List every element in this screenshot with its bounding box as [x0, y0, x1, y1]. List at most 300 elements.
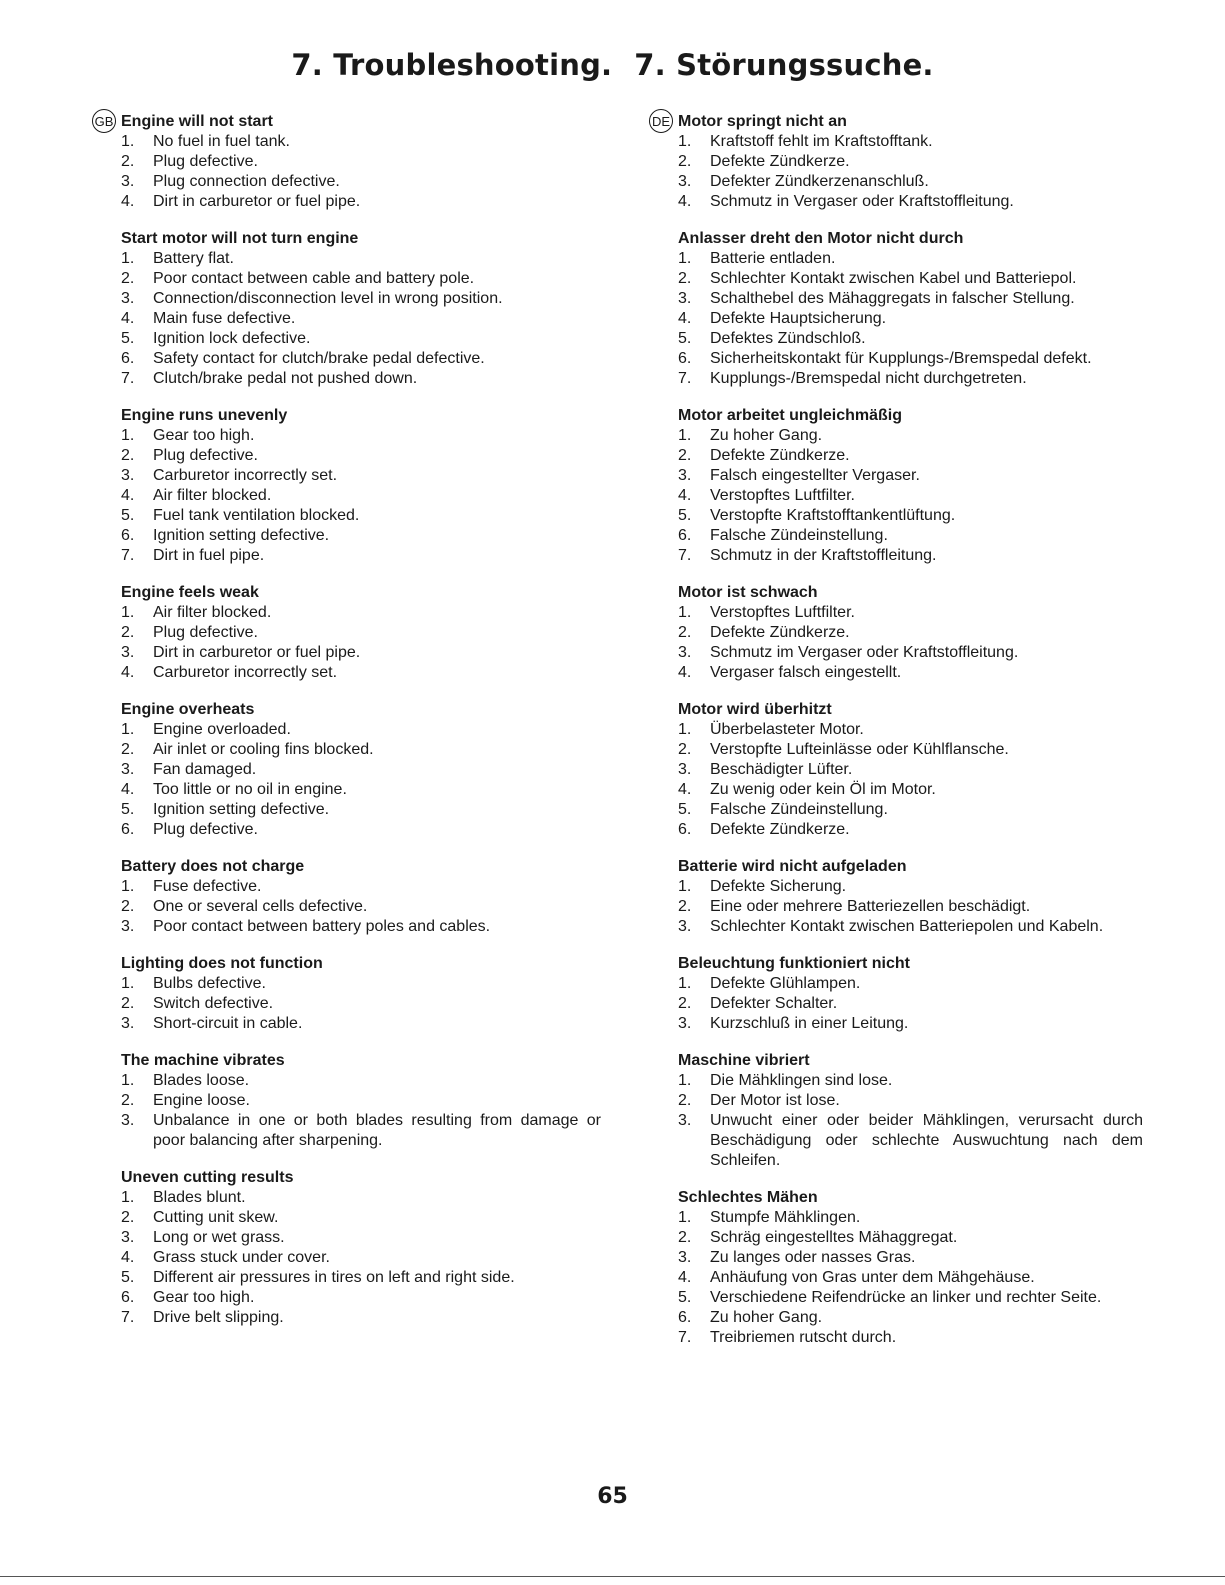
cause-item	[121, 994, 601, 1014]
cause-item	[121, 643, 601, 663]
item-number: 7.	[678, 1329, 692, 1346]
item-number: 1.	[678, 1072, 692, 1089]
title-german: 7. Störungssuche.	[634, 48, 934, 82]
cause-item	[678, 152, 1143, 172]
cause-item	[678, 663, 1143, 683]
section-heading	[121, 1168, 601, 1188]
cause-item	[678, 446, 1143, 466]
item-text: Schmutz in Vergaser oder Kraftstoffleitung.	[710, 193, 1014, 210]
troubleshooting-section	[121, 406, 601, 566]
item-text: Defekter Zündkerzenanschluß.	[710, 173, 929, 190]
section-heading-text: Motor springt nicht an	[678, 113, 847, 130]
item-number: 1.	[678, 133, 692, 150]
troubleshooting-section	[678, 857, 1143, 937]
cause-item	[121, 877, 601, 897]
item-text: Defekte Glühlampen.	[710, 975, 861, 992]
item-text: Ignition setting defective.	[153, 801, 330, 818]
cause-list	[678, 132, 1143, 212]
troubleshooting-section	[121, 1168, 601, 1328]
item-number: 7.	[121, 1309, 135, 1326]
item-number: 2.	[678, 270, 692, 287]
item-number: 6.	[678, 1309, 692, 1326]
item-text: Verstopftes Luftfilter.	[710, 604, 855, 621]
item-text: Safety contact for clutch/brake pedal defective.	[153, 350, 485, 367]
item-text: Sicherheitskontakt für Kupplungs-/Bremspedal defekt.	[710, 350, 1092, 367]
cause-item	[678, 720, 1143, 740]
cause-item	[121, 1188, 601, 1208]
item-text: Verschiedene Reifendrücke an linker und rechter Seite.	[710, 1289, 1102, 1306]
item-text: Verstopfte Lufteinlässe oder Kühlflansche.	[710, 741, 1009, 758]
cause-item	[678, 740, 1143, 760]
cause-item	[678, 192, 1143, 212]
cause-item	[121, 249, 601, 269]
section-heading	[121, 229, 601, 249]
cause-list	[678, 249, 1143, 389]
item-number: 7.	[121, 547, 135, 564]
item-number: 2.	[121, 624, 135, 641]
item-text: Defekte Zündkerze.	[710, 624, 850, 641]
item-text: Defekte Zündkerze.	[710, 447, 850, 464]
section-heading-text: Schlechtes Mähen	[678, 1189, 818, 1206]
cause-item	[678, 917, 1143, 937]
cause-list	[121, 603, 601, 683]
section-heading-text: Engine will not start	[121, 113, 274, 130]
page-title	[0, 48, 1225, 82]
section-heading	[651, 112, 1143, 132]
item-number: 1.	[121, 1072, 135, 1089]
item-text: Cutting unit skew.	[153, 1209, 279, 1226]
item-text: Carburetor incorrectly set.	[153, 664, 338, 681]
section-heading	[121, 700, 601, 720]
item-text: Long or wet grass.	[153, 1229, 285, 1246]
item-text: Falsche Zündeinstellung.	[710, 527, 888, 544]
cause-item	[121, 1111, 601, 1151]
item-number: 1.	[121, 250, 135, 267]
cause-item	[678, 643, 1143, 663]
item-number: 1.	[121, 604, 135, 621]
cause-item	[678, 1014, 1143, 1034]
item-number: 2.	[121, 898, 135, 915]
cause-item	[678, 1111, 1143, 1171]
cause-item	[678, 780, 1143, 800]
item-text: Connection/disconnection level in wrong position.	[153, 290, 503, 307]
cause-item	[121, 349, 601, 369]
cause-item	[678, 1248, 1143, 1268]
item-number: 2.	[121, 1209, 135, 1226]
cause-list	[678, 720, 1143, 840]
item-text: Zu hoher Gang.	[710, 427, 823, 444]
item-number: 1.	[678, 250, 692, 267]
cause-item	[121, 663, 601, 683]
cause-item	[121, 426, 601, 446]
section-heading-text: The machine vibrates	[121, 1052, 285, 1069]
item-number: 6.	[678, 350, 692, 367]
item-text: Verstopftes Luftfilter.	[710, 487, 855, 504]
item-number: 4.	[121, 664, 135, 681]
section-heading	[678, 1051, 1143, 1071]
item-number: 2.	[678, 898, 692, 915]
item-number: 3.	[121, 290, 135, 307]
cause-list	[678, 974, 1143, 1034]
cause-item	[121, 369, 601, 389]
item-number: 2.	[121, 270, 135, 287]
item-number: 4.	[121, 781, 135, 798]
item-text: Fuel tank ventilation blocked.	[153, 507, 360, 524]
item-number: 4.	[121, 310, 135, 327]
cause-item	[121, 974, 601, 994]
troubleshooting-section	[678, 700, 1143, 840]
item-number: 4.	[678, 310, 692, 327]
section-heading	[678, 1188, 1143, 1208]
cause-item	[121, 526, 601, 546]
section-heading	[121, 1051, 601, 1071]
cause-list	[121, 426, 601, 566]
cause-item	[678, 369, 1143, 389]
cause-item	[121, 1288, 601, 1308]
item-text: Kurzschluß in einer Leitung.	[710, 1015, 909, 1032]
item-text: Treibriemen rutscht durch.	[710, 1329, 897, 1346]
cause-item	[121, 1071, 601, 1091]
item-text: Batterie entladen.	[710, 250, 836, 267]
item-number: 3.	[121, 644, 135, 661]
section-heading	[678, 857, 1143, 877]
item-text: Defekte Zündkerze.	[710, 153, 850, 170]
cause-item	[121, 546, 601, 566]
section-heading	[121, 406, 601, 426]
section-heading-text: Engine runs unevenly	[121, 407, 288, 424]
page-number: 65	[597, 1484, 628, 1509]
troubleshooting-section	[651, 112, 1143, 212]
item-text: Too little or no oil in engine.	[153, 781, 347, 798]
cause-item	[678, 1228, 1143, 1248]
cause-item	[678, 466, 1143, 486]
cause-item	[121, 1228, 601, 1248]
item-number: 5.	[121, 330, 135, 347]
troubleshooting-section	[678, 583, 1143, 683]
troubleshooting-section	[678, 954, 1143, 1034]
item-number: 2.	[121, 741, 135, 758]
item-text: Falsch eingestellter Vergaser.	[710, 467, 920, 484]
item-number: 4.	[678, 781, 692, 798]
item-text: Short-circuit in cable.	[153, 1015, 303, 1032]
cause-list	[121, 1188, 601, 1328]
troubleshooting-section	[121, 583, 601, 683]
item-number: 5.	[121, 801, 135, 818]
cause-item	[121, 1308, 601, 1328]
cause-item	[121, 1268, 601, 1288]
item-text: Kraftstoff fehlt im Kraftstofftank.	[710, 133, 933, 150]
cause-item	[121, 623, 601, 643]
section-heading	[678, 954, 1143, 974]
cause-item	[678, 1288, 1143, 1308]
cause-item	[121, 720, 601, 740]
cause-item	[678, 349, 1143, 369]
item-number: 3.	[121, 918, 135, 935]
item-text: Zu langes oder nasses Gras.	[710, 1249, 916, 1266]
item-text: Schräg eingestelltes Mähaggregat.	[710, 1229, 958, 1246]
item-text: Kupplungs-/Bremspedal nicht durchgetreten.	[710, 370, 1027, 387]
item-number: 3.	[121, 1015, 135, 1032]
item-number: 6.	[121, 1289, 135, 1306]
cause-item	[121, 740, 601, 760]
item-text: Switch defective.	[153, 995, 274, 1012]
item-number: 1.	[678, 721, 692, 738]
section-heading	[121, 857, 601, 877]
cause-item	[121, 897, 601, 917]
item-number: 2.	[678, 1092, 692, 1109]
cause-item	[121, 917, 601, 937]
item-text: Defekte Sicherung.	[710, 878, 847, 895]
item-number: 1.	[678, 427, 692, 444]
item-number: 3.	[678, 1112, 692, 1129]
item-number: 2.	[121, 1092, 135, 1109]
cause-list	[121, 132, 601, 212]
item-number: 2.	[678, 1229, 692, 1246]
cause-item	[678, 526, 1143, 546]
cause-item	[121, 446, 601, 466]
cause-item	[678, 546, 1143, 566]
troubleshooting-section	[678, 229, 1143, 389]
cause-list	[121, 249, 601, 389]
cause-item	[678, 1071, 1143, 1091]
item-text: Fan damaged.	[153, 761, 257, 778]
item-text: Poor contact between cable and battery pole.	[153, 270, 475, 287]
item-number: 3.	[678, 918, 692, 935]
section-heading-text: Batterie wird nicht aufgeladen	[678, 858, 907, 875]
item-text: Verstopfte Kraftstofftankentlüftung.	[710, 507, 956, 524]
cause-item	[121, 1091, 601, 1111]
section-heading	[678, 406, 1143, 426]
item-text: Zu hoher Gang.	[710, 1309, 823, 1326]
cause-item	[678, 1328, 1143, 1348]
item-text: Plug defective.	[153, 447, 258, 464]
item-number: 3.	[121, 1229, 135, 1246]
cause-item	[678, 309, 1143, 329]
cause-item	[678, 623, 1143, 643]
section-heading	[678, 700, 1143, 720]
item-number: 4.	[678, 1269, 692, 1286]
cause-item	[121, 172, 601, 192]
section-heading-text: Motor arbeitet ungleichmäßig	[678, 407, 903, 424]
cause-item	[678, 800, 1143, 820]
troubleshooting-section	[121, 229, 601, 389]
cause-item	[678, 426, 1143, 446]
cause-item	[678, 269, 1143, 289]
item-text: Vergaser falsch eingestellt.	[710, 664, 902, 681]
item-text: Schlechter Kontakt zwischen Kabel und Batteriepol.	[710, 270, 1077, 287]
item-text: Main fuse defective.	[153, 310, 296, 327]
item-number: 3.	[121, 761, 135, 778]
cause-item	[678, 1208, 1143, 1228]
cause-item	[121, 1014, 601, 1034]
item-text: Schalthebel des Mähaggregats in falscher Stellung.	[710, 290, 1075, 307]
cause-item	[121, 289, 601, 309]
cause-list	[121, 720, 601, 840]
section-heading-text: Motor ist schwach	[678, 584, 818, 601]
cause-item	[121, 1208, 601, 1228]
item-number: 3.	[121, 1112, 135, 1129]
item-text: Schmutz in der Kraftstoffleitung.	[710, 547, 937, 564]
item-number: 3.	[678, 290, 692, 307]
item-text: Defekte Zündkerze.	[710, 821, 850, 838]
troubleshooting-section	[121, 954, 601, 1034]
item-text: Der Motor ist lose.	[710, 1092, 840, 1109]
cause-item	[678, 897, 1143, 917]
cause-list	[678, 1071, 1143, 1171]
cause-item	[121, 309, 601, 329]
item-text: One or several cells defective.	[153, 898, 368, 915]
item-number: 6.	[121, 527, 135, 544]
item-number: 2.	[678, 624, 692, 641]
item-text: Grass stuck under cover.	[153, 1249, 330, 1266]
section-heading	[94, 112, 601, 132]
cause-item	[678, 289, 1143, 309]
item-number: 1.	[678, 975, 692, 992]
cause-item	[678, 172, 1143, 192]
section-heading-text: Motor wird überhitzt	[678, 701, 832, 718]
item-text: Fuse defective.	[153, 878, 262, 895]
cause-item	[121, 780, 601, 800]
cause-item	[678, 1308, 1143, 1328]
section-heading	[121, 583, 601, 603]
cause-item	[678, 974, 1143, 994]
item-text: Plug connection defective.	[153, 173, 340, 190]
item-number: 2.	[678, 447, 692, 464]
cause-item	[121, 800, 601, 820]
cause-item	[121, 506, 601, 526]
cause-item	[121, 192, 601, 212]
item-text: Blades blunt.	[153, 1189, 246, 1206]
item-text: Air inlet or cooling fins blocked.	[153, 741, 374, 758]
item-text: Ignition lock defective.	[153, 330, 311, 347]
item-text: Different air pressures in tires on left and right side.	[153, 1269, 515, 1286]
item-number: 4.	[678, 487, 692, 504]
cause-item	[678, 760, 1143, 780]
cause-item	[678, 877, 1143, 897]
section-heading	[678, 583, 1143, 603]
item-text: Engine overloaded.	[153, 721, 291, 738]
section-heading-text: Maschine vibriert	[678, 1052, 810, 1069]
item-text: Beschädigter Lüfter.	[710, 761, 853, 778]
item-number: 2.	[121, 153, 135, 170]
cause-item	[121, 132, 601, 152]
item-text: Stumpfe Mähklingen.	[710, 1209, 861, 1226]
item-text: Unwucht einer oder beider Mähklingen, verursacht durch Beschädigung oder schlechte Auswuchtung nach dem Schleifen.	[710, 1112, 1143, 1169]
troubleshooting-section	[121, 700, 601, 840]
item-number: 4.	[678, 193, 692, 210]
item-number: 4.	[678, 664, 692, 681]
section-heading-text: Engine feels weak	[121, 584, 259, 601]
item-text: Überbelasteter Motor.	[710, 721, 864, 738]
item-text: Poor contact between battery poles and cables.	[153, 918, 491, 935]
troubleshooting-section	[121, 1051, 601, 1151]
cause-item	[121, 329, 601, 349]
item-text: Eine oder mehrere Batteriezellen beschädigt.	[710, 898, 1031, 915]
item-text: Defekter Schalter.	[710, 995, 838, 1012]
item-number: 5.	[678, 330, 692, 347]
english-column	[94, 112, 601, 1345]
section-heading-text: Anlasser dreht den Motor nicht durch	[678, 230, 964, 247]
item-number: 3.	[678, 761, 692, 778]
item-number: 5.	[678, 1289, 692, 1306]
cause-item	[121, 486, 601, 506]
item-number: 6.	[678, 821, 692, 838]
cause-item	[678, 820, 1143, 840]
cause-item	[121, 820, 601, 840]
section-heading-text: Uneven cutting results	[121, 1169, 294, 1186]
item-text: Schmutz im Vergaser oder Kraftstoffleitung.	[710, 644, 1019, 661]
cause-item	[678, 132, 1143, 152]
item-text: Blades loose.	[153, 1072, 250, 1089]
troubleshooting-section	[94, 112, 601, 212]
cause-list	[678, 426, 1143, 566]
item-number: 3.	[678, 173, 692, 190]
cause-list	[121, 974, 601, 1034]
cause-item	[121, 760, 601, 780]
item-number: 1.	[678, 604, 692, 621]
item-number: 4.	[121, 487, 135, 504]
item-number: 3.	[678, 467, 692, 484]
cause-item	[121, 603, 601, 623]
item-number: 2.	[678, 995, 692, 1012]
item-text: Gear too high.	[153, 1289, 255, 1306]
cause-item	[678, 506, 1143, 526]
item-text: Ignition setting defective.	[153, 527, 330, 544]
section-heading	[121, 954, 601, 974]
troubleshooting-section	[678, 1188, 1143, 1348]
item-number: 1.	[121, 721, 135, 738]
item-number: 1.	[121, 878, 135, 895]
section-heading-text: Engine overheats	[121, 701, 255, 718]
item-number: 5.	[121, 1269, 135, 1286]
cause-item	[678, 994, 1143, 1014]
cause-item	[121, 269, 601, 289]
title-english: 7. Troubleshooting.	[291, 48, 613, 82]
item-text: Plug defective.	[153, 624, 258, 641]
section-heading-text: Beleuchtung funktioniert nicht	[678, 955, 910, 972]
item-number: 1.	[121, 975, 135, 992]
item-number: 2.	[678, 741, 692, 758]
item-text: Gear too high.	[153, 427, 255, 444]
item-text: Defektes Zündschloß.	[710, 330, 866, 347]
item-number: 5.	[121, 507, 135, 524]
item-text: Drive belt slipping.	[153, 1309, 284, 1326]
section-heading-text: Lighting does not function	[121, 955, 323, 972]
language-badge-icon: DE	[649, 109, 673, 133]
item-number: 1.	[121, 133, 135, 150]
item-number: 4.	[121, 1249, 135, 1266]
cause-list	[678, 603, 1143, 683]
item-text: Battery flat.	[153, 250, 234, 267]
item-text: Plug defective.	[153, 821, 258, 838]
item-text: Plug defective.	[153, 153, 258, 170]
item-number: 6.	[121, 821, 135, 838]
item-text: Unbalance in one or both blades resulting from damage or poor balancing after sharpening.	[153, 1112, 601, 1149]
section-heading	[678, 229, 1143, 249]
cause-item	[121, 152, 601, 172]
cause-list	[121, 877, 601, 937]
item-text: Anhäufung von Gras unter dem Mähgehäuse.	[710, 1269, 1035, 1286]
item-number: 1.	[678, 878, 692, 895]
german-column	[651, 112, 1143, 1365]
item-number: 7.	[121, 370, 135, 387]
cause-list	[121, 1071, 601, 1151]
section-heading-text: Start motor will not turn engine	[121, 230, 359, 247]
item-text: Bulbs defective.	[153, 975, 266, 992]
item-number: 5.	[678, 507, 692, 524]
item-number: 2.	[678, 153, 692, 170]
item-text: Dirt in carburetor or fuel pipe.	[153, 193, 361, 210]
